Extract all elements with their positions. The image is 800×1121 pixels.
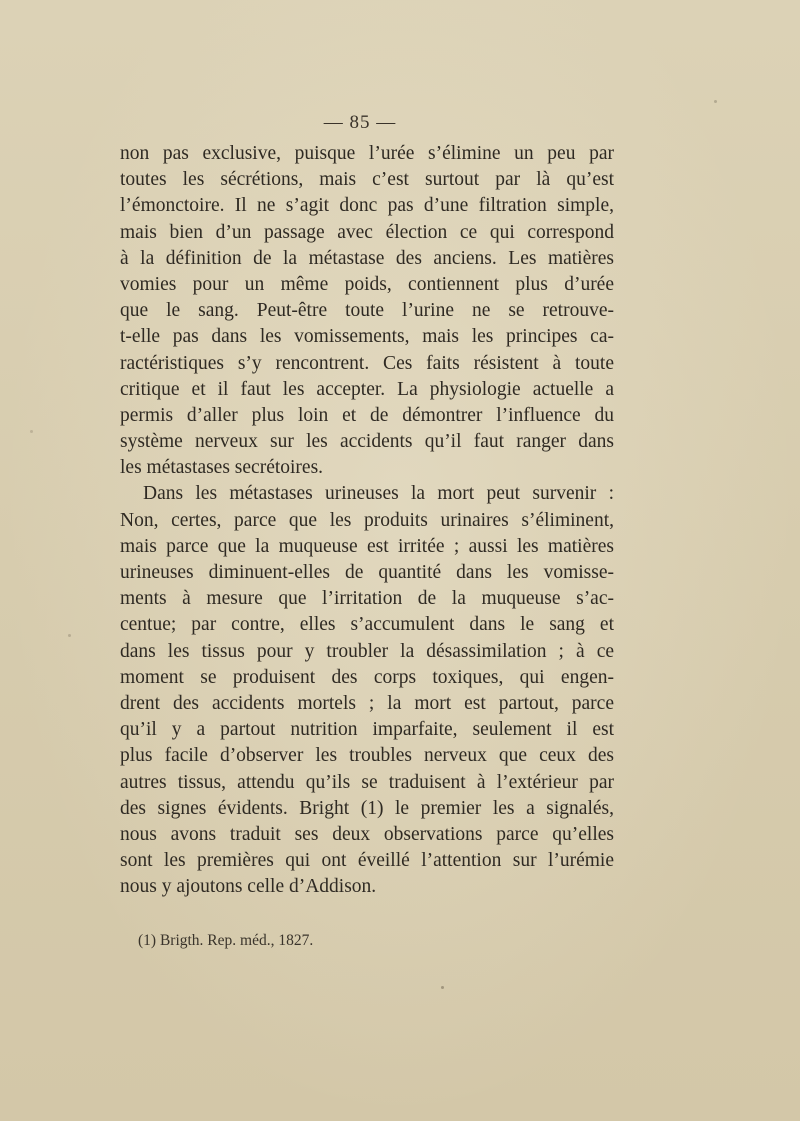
text-line: toutes les sécrétions, mais c’est surtout par là qu’est xyxy=(120,169,614,191)
paper-speck xyxy=(68,634,71,637)
text-line: t-elle pas dans les vomissements, mais les principes ca- xyxy=(120,326,614,348)
text-line: dans les tissus pour y troubler la désassimilation ; à ce xyxy=(120,640,614,662)
text-line: ments à mesure que l’irritation de la muqueuse s’ac- xyxy=(120,588,614,610)
text-line: à la définition de la métastase des anciens. Les matières xyxy=(120,247,614,269)
text-line: plus facile d’observer les troubles nerveux que ceux des xyxy=(120,745,614,767)
text-line: nous avons traduit ses deux observations parce qu’elles xyxy=(120,823,614,845)
paper-speck xyxy=(441,986,444,989)
paragraph-start-line: Dans les métastases urineuses la mort peut survenir : xyxy=(143,483,614,505)
text-line: Non, certes, parce que les produits urinaires s’éliminent, xyxy=(120,509,614,531)
text-line: critique et il faut les accepter. La physiologie actuelle a xyxy=(120,378,614,400)
paragraph-end-line: nous y ajoutons celle d’Addison. xyxy=(120,876,377,898)
text-line: ractéristiques s’y rencontrent. Ces faits résistent à toute xyxy=(120,352,614,374)
text-line: système nerveux sur les accidents qu’il faut ranger dans xyxy=(120,431,614,453)
text-line: des signes évidents. Bright (1) le premier les a signalés, xyxy=(120,797,614,819)
text-line: autres tissus, attendu qu’ils se traduisent à l’extérieur par xyxy=(120,771,614,793)
text-line: que le sang. Peut-être toute l’urine ne se retrouve- xyxy=(120,300,614,322)
paper-speck xyxy=(30,430,33,433)
body-text xyxy=(120,141,614,900)
text-line: centue; par contre, elles s’accumulent dans le sang et xyxy=(120,614,614,636)
text-line: mais parce que la muqueuse est irritée ; aussi les matières xyxy=(120,535,614,557)
text-line: l’émonctoire. Il ne s’agit donc pas d’une filtration simple, xyxy=(120,195,614,217)
text-line: non pas exclusive, puisque l’urée s’élimine un peu par xyxy=(120,143,614,164)
text-line: permis d’aller plus loin et de démontrer l’influence du xyxy=(120,404,614,426)
page-number: — 85 — xyxy=(323,112,397,133)
paragraph-end-line: les métastases secrétoires. xyxy=(120,457,324,479)
text-line: drent des accidents mortels ; la mort est partout, parce xyxy=(120,692,614,714)
text-line: qu’il y a partout nutrition imparfaite, seulement il est xyxy=(120,719,614,741)
footnote: (1) Brigth. Rep. méd., 1827. xyxy=(138,932,314,949)
text-line: urineuses diminuent-elles de quantité dans les vomisse- xyxy=(120,562,614,583)
text-line: mais bien d’un passage avec élection ce qui correspond xyxy=(120,221,614,243)
text-line: vomies pour un même poids, contiennent plus d’urée xyxy=(120,273,614,295)
paper-speck xyxy=(714,100,717,103)
text-line: moment se produisent des corps toxiques, qui engen- xyxy=(120,666,614,688)
text-line: sont les premières qui ont éveillé l’attention sur l’urémie xyxy=(120,850,614,872)
